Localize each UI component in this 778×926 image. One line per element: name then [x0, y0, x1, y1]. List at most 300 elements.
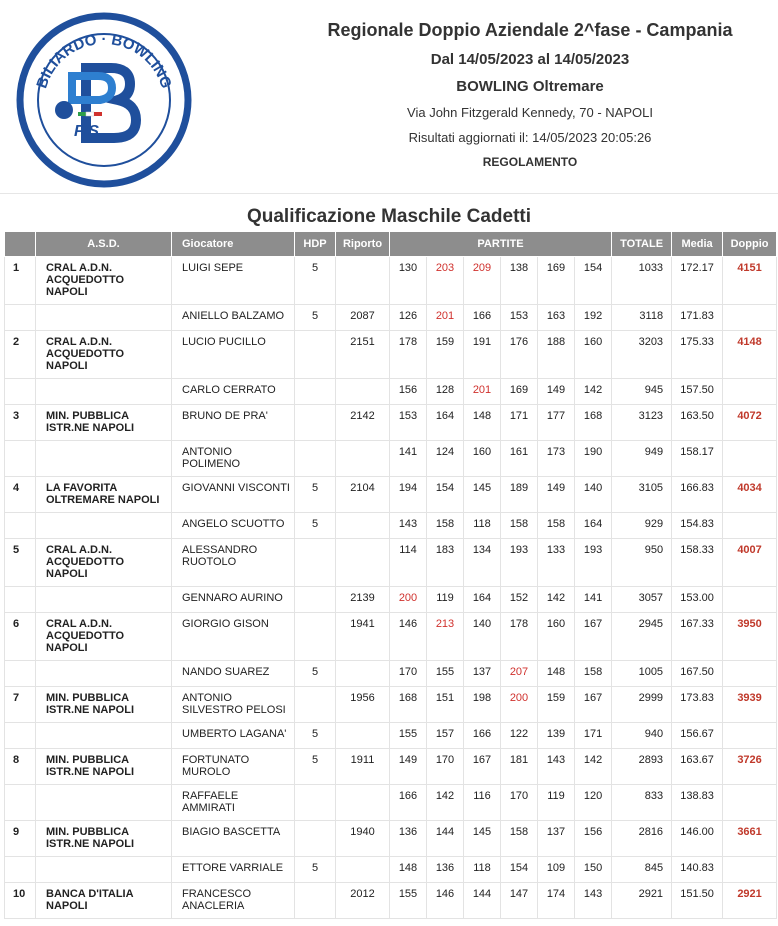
cell-game-score: 164	[575, 513, 612, 539]
cell-media: 166.83	[672, 477, 723, 513]
cell-game-score: 207	[501, 661, 538, 687]
cell-doppio	[723, 857, 777, 883]
cell-game-score: 133	[538, 539, 575, 587]
cell-media: 156.67	[672, 723, 723, 749]
cell-game-score: 116	[464, 785, 501, 821]
cell-player: UMBERTO LAGANA'	[172, 723, 295, 749]
cell-doppio	[723, 661, 777, 687]
cell-doppio	[723, 587, 777, 613]
cell-position	[5, 785, 36, 821]
cell-asd: MIN. PUBBLICA ISTR.NE NAPOLI	[36, 821, 172, 857]
cell-riporto	[336, 661, 390, 687]
cell-asd: BANCA D'ITALIA NAPOLI	[36, 883, 172, 919]
cell-game-score: 191	[464, 331, 501, 379]
cell-game-score: 147	[501, 883, 538, 919]
cell-riporto: 2142	[336, 405, 390, 441]
cell-media: 153.00	[672, 587, 723, 613]
cell-game-score: 213	[427, 613, 464, 661]
cell-game-score: 200	[501, 687, 538, 723]
cell-game-score: 124	[427, 441, 464, 477]
cell-game-score: 136	[390, 821, 427, 857]
cell-game-score: 190	[575, 441, 612, 477]
cell-game-score: 170	[501, 785, 538, 821]
table-row	[5, 305, 777, 331]
cell-hdp	[295, 405, 336, 441]
cell-game-score: 158	[575, 661, 612, 687]
table-row	[5, 405, 777, 441]
cell-hdp: 5	[295, 857, 336, 883]
cell-player: ANIELLO BALZAMO	[172, 305, 295, 331]
cell-media: 173.83	[672, 687, 723, 723]
cell-game-score: 120	[575, 785, 612, 821]
cell-game-score: 148	[464, 405, 501, 441]
cell-position: 1	[5, 257, 36, 305]
cell-media: 167.50	[672, 661, 723, 687]
cell-game-score: 146	[427, 883, 464, 919]
cell-game-score: 144	[464, 883, 501, 919]
cell-game-score: 155	[390, 723, 427, 749]
cell-game-score: 164	[427, 405, 464, 441]
cell-position: 3	[5, 405, 36, 441]
cell-position	[5, 513, 36, 539]
cell-riporto	[336, 539, 390, 587]
cell-total: 940	[612, 723, 672, 749]
cell-game-score: 156	[575, 821, 612, 857]
cell-game-score: 128	[427, 379, 464, 405]
cell-game-score: 122	[501, 723, 538, 749]
cell-game-score: 130	[390, 257, 427, 305]
cell-game-score: 209	[464, 257, 501, 305]
cell-game-score: 148	[538, 661, 575, 687]
cell-game-score: 109	[538, 857, 575, 883]
cell-game-score: 118	[464, 513, 501, 539]
cell-total: 3123	[612, 405, 672, 441]
cell-doppio	[723, 723, 777, 749]
cell-game-score: 134	[464, 539, 501, 587]
cell-riporto	[336, 723, 390, 749]
cell-position: 7	[5, 687, 36, 723]
cell-game-score: 154	[427, 477, 464, 513]
cell-game-score: 170	[390, 661, 427, 687]
cell-doppio: 4072	[723, 405, 777, 441]
cell-game-score: 168	[390, 687, 427, 723]
cell-total: 2816	[612, 821, 672, 857]
cell-player: ALESSANDRO RUOTOLO	[172, 539, 295, 587]
table-row	[5, 749, 777, 785]
cell-position: 10	[5, 883, 36, 919]
cell-total: 1005	[612, 661, 672, 687]
cell-position: 2	[5, 331, 36, 379]
cell-player: BRUNO DE PRA'	[172, 405, 295, 441]
event-dates: Dal 14/05/2023 al 14/05/2023	[430, 51, 630, 68]
cell-total: 1033	[612, 257, 672, 305]
cell-game-score: 198	[464, 687, 501, 723]
col-asd: A.S.D.	[36, 232, 172, 257]
fisb-logo	[16, 12, 192, 188]
event-title: Regionale Doppio Aziendale 2^fase - Campania	[327, 20, 733, 40]
table-row	[5, 331, 777, 379]
cell-position	[5, 723, 36, 749]
cell-game-score: 146	[390, 613, 427, 661]
cell-game-score: 149	[538, 379, 575, 405]
cell-game-score: 164	[464, 587, 501, 613]
table-row	[5, 613, 777, 661]
cell-game-score: 158	[538, 513, 575, 539]
cell-total: 3118	[612, 305, 672, 331]
cell-doppio: 4151	[723, 257, 777, 305]
cell-game-score: 156	[390, 379, 427, 405]
cell-media: 171.83	[672, 305, 723, 331]
cell-riporto	[336, 257, 390, 305]
cell-game-score: 119	[538, 785, 575, 821]
cell-asd: CRAL A.D.N. ACQUEDOTTO NAPOLI	[36, 331, 172, 379]
col-player: Giocatore	[172, 232, 295, 257]
cell-hdp	[295, 687, 336, 723]
cell-hdp	[295, 883, 336, 919]
table-row	[5, 379, 777, 405]
cell-hdp: 5	[295, 661, 336, 687]
cell-game-score: 160	[538, 613, 575, 661]
cell-game-score: 126	[390, 305, 427, 331]
cell-player: LUCIO PUCILLO	[172, 331, 295, 379]
cell-game-score: 143	[390, 513, 427, 539]
cell-media: 154.83	[672, 513, 723, 539]
cell-hdp	[295, 379, 336, 405]
cell-asd: CRAL A.D.N. ACQUEDOTTO NAPOLI	[36, 613, 172, 661]
cell-hdp	[295, 539, 336, 587]
cell-player: GENNARO AURINO	[172, 587, 295, 613]
report-header	[0, 0, 778, 195]
cell-player: ETTORE VARRIALE	[172, 857, 295, 883]
cell-game-score: 139	[538, 723, 575, 749]
cell-hdp	[295, 441, 336, 477]
cell-player: NANDO SUAREZ	[172, 661, 295, 687]
cell-game-score: 157	[427, 723, 464, 749]
cell-game-score: 137	[464, 661, 501, 687]
cell-game-score: 171	[575, 723, 612, 749]
cell-game-score: 158	[501, 821, 538, 857]
cell-game-score: 193	[575, 539, 612, 587]
cell-game-score: 174	[538, 883, 575, 919]
cell-game-score: 166	[464, 723, 501, 749]
cell-player: FRANCESCO ANACLERIA	[172, 883, 295, 919]
cell-game-score: 160	[575, 331, 612, 379]
cell-game-score: 143	[575, 883, 612, 919]
cell-hdp: 5	[295, 257, 336, 305]
cell-game-score: 169	[501, 379, 538, 405]
cell-game-score: 166	[390, 785, 427, 821]
cell-game-score: 169	[538, 257, 575, 305]
cell-media: 151.50	[672, 883, 723, 919]
table-row	[5, 821, 777, 857]
cell-hdp: 5	[295, 749, 336, 785]
cell-media: 146.00	[672, 821, 723, 857]
cell-riporto	[336, 441, 390, 477]
cell-hdp	[295, 587, 336, 613]
cell-doppio: 2921	[723, 883, 777, 919]
cell-doppio: 4034	[723, 477, 777, 513]
cell-game-score: 163	[538, 305, 575, 331]
cell-position	[5, 587, 36, 613]
cell-game-score: 159	[427, 331, 464, 379]
cell-doppio: 3950	[723, 613, 777, 661]
cell-game-score: 167	[575, 613, 612, 661]
cell-game-score: 144	[427, 821, 464, 857]
cell-game-score: 192	[575, 305, 612, 331]
table-row	[5, 857, 777, 883]
cell-asd	[36, 441, 172, 477]
cell-media: 157.50	[672, 379, 723, 405]
cell-game-score: 170	[427, 749, 464, 785]
table-row	[5, 513, 777, 539]
table-row	[5, 587, 777, 613]
cell-riporto: 2087	[336, 305, 390, 331]
cell-riporto	[336, 785, 390, 821]
cell-riporto	[336, 379, 390, 405]
col-totale: TOTALE	[612, 232, 672, 257]
cell-doppio	[723, 785, 777, 821]
table-row	[5, 687, 777, 723]
cell-game-score: 153	[390, 405, 427, 441]
cell-game-score: 151	[427, 687, 464, 723]
cell-player: FORTUNATO MUROLO	[172, 749, 295, 785]
cell-game-score: 159	[538, 687, 575, 723]
cell-game-score: 141	[575, 587, 612, 613]
col-hdp: HDP	[295, 232, 336, 257]
cell-media: 175.33	[672, 331, 723, 379]
cell-game-score: 143	[538, 749, 575, 785]
table-row	[5, 723, 777, 749]
cell-game-score: 177	[538, 405, 575, 441]
cell-riporto: 2151	[336, 331, 390, 379]
cell-riporto	[336, 857, 390, 883]
cell-doppio: 3661	[723, 821, 777, 857]
cell-total: 3105	[612, 477, 672, 513]
table-header-row	[5, 232, 777, 257]
cell-asd: LA FAVORITA OLTREMARE NAPOLI	[36, 477, 172, 513]
cell-media: 140.83	[672, 857, 723, 883]
cell-hdp	[295, 613, 336, 661]
cell-game-score: 142	[427, 785, 464, 821]
cell-asd: MIN. PUBBLICA ISTR.NE NAPOLI	[36, 687, 172, 723]
cell-hdp	[295, 331, 336, 379]
section-title: Qualificazione Maschile Cadetti	[246, 206, 532, 227]
cell-game-score: 142	[575, 749, 612, 785]
col-doppio: Doppio	[723, 232, 777, 257]
cell-asd	[36, 723, 172, 749]
cell-player: ANGELO SCUOTTO	[172, 513, 295, 539]
event-venue: BOWLING Oltremare	[456, 78, 604, 95]
col-media: Media	[672, 232, 723, 257]
cell-hdp: 5	[295, 477, 336, 513]
cell-game-score: 161	[501, 441, 538, 477]
col-partite: PARTITE	[390, 232, 612, 257]
cell-game-score: 150	[575, 857, 612, 883]
cell-media: 163.50	[672, 405, 723, 441]
cell-game-score: 193	[501, 539, 538, 587]
cell-game-score: 154	[501, 857, 538, 883]
cell-game-score: 148	[390, 857, 427, 883]
table-row	[5, 477, 777, 513]
cell-hdp	[295, 821, 336, 857]
cell-riporto: 1911	[336, 749, 390, 785]
cell-game-score: 201	[464, 379, 501, 405]
cell-position	[5, 441, 36, 477]
header-divider	[0, 193, 778, 194]
cell-game-score: 138	[501, 257, 538, 305]
cell-position	[5, 305, 36, 331]
table-row	[5, 257, 777, 305]
cell-game-score: 149	[390, 749, 427, 785]
cell-game-score: 155	[390, 883, 427, 919]
cell-media: 163.67	[672, 749, 723, 785]
cell-asd	[36, 305, 172, 331]
cell-hdp: 5	[295, 305, 336, 331]
cell-game-score: 167	[575, 687, 612, 723]
cell-game-score: 152	[501, 587, 538, 613]
cell-position: 8	[5, 749, 36, 785]
cell-game-score: 142	[538, 587, 575, 613]
cell-game-score: 160	[464, 441, 501, 477]
cell-media: 172.17	[672, 257, 723, 305]
cell-game-score: 119	[427, 587, 464, 613]
cell-game-score: 142	[575, 379, 612, 405]
cell-game-score: 149	[538, 477, 575, 513]
cell-player: RAFFAELE AMMIRATI	[172, 785, 295, 821]
cell-total: 945	[612, 379, 672, 405]
cell-riporto: 1956	[336, 687, 390, 723]
cell-doppio: 3939	[723, 687, 777, 723]
cell-total: 2945	[612, 613, 672, 661]
event-address: Via John Fitzgerald Kennedy, 70 - NAPOLI	[407, 105, 653, 120]
cell-game-score: 183	[427, 539, 464, 587]
cell-game-score: 145	[464, 477, 501, 513]
cell-player: CARLO CERRATO	[172, 379, 295, 405]
cell-game-score: 168	[575, 405, 612, 441]
table-row	[5, 883, 777, 919]
col-pos	[5, 232, 36, 257]
cell-game-score: 173	[538, 441, 575, 477]
cell-total: 3057	[612, 587, 672, 613]
cell-player: GIORGIO GISON	[172, 613, 295, 661]
cell-game-score: 189	[501, 477, 538, 513]
cell-asd	[36, 661, 172, 687]
cell-game-score: 118	[464, 857, 501, 883]
cell-position: 4	[5, 477, 36, 513]
cell-total: 2999	[612, 687, 672, 723]
cell-doppio: 4007	[723, 539, 777, 587]
logo-fis-text: FIS	[74, 123, 99, 140]
cell-game-score: 158	[427, 513, 464, 539]
cell-total: 950	[612, 539, 672, 587]
cell-position	[5, 661, 36, 687]
cell-game-score: 158	[501, 513, 538, 539]
table-row	[5, 785, 777, 821]
cell-doppio	[723, 305, 777, 331]
cell-hdp: 5	[295, 513, 336, 539]
cell-game-score: 167	[464, 749, 501, 785]
cell-asd: CRAL A.D.N. ACQUEDOTTO NAPOLI	[36, 539, 172, 587]
logo-arc-text: BILIARDO · BOWLING	[33, 30, 175, 91]
cell-game-score: 136	[427, 857, 464, 883]
cell-hdp: 5	[295, 723, 336, 749]
cell-game-score: 194	[390, 477, 427, 513]
results-table	[4, 231, 777, 919]
cell-hdp	[295, 785, 336, 821]
table-row	[5, 441, 777, 477]
cell-player: ANTONIO SILVESTRO PELOSI	[172, 687, 295, 723]
cell-asd: MIN. PUBBLICA ISTR.NE NAPOLI	[36, 405, 172, 441]
cell-game-score: 141	[390, 441, 427, 477]
cell-doppio	[723, 441, 777, 477]
cell-riporto: 1941	[336, 613, 390, 661]
cell-riporto	[336, 513, 390, 539]
cell-asd	[36, 513, 172, 539]
cell-game-score: 201	[427, 305, 464, 331]
table-row	[5, 539, 777, 587]
cell-total: 2893	[612, 749, 672, 785]
cell-game-score: 171	[501, 405, 538, 441]
cell-media: 167.33	[672, 613, 723, 661]
cell-game-score: 145	[464, 821, 501, 857]
cell-total: 833	[612, 785, 672, 821]
cell-game-score: 154	[575, 257, 612, 305]
cell-total: 2921	[612, 883, 672, 919]
cell-game-score: 137	[538, 821, 575, 857]
cell-media: 158.17	[672, 441, 723, 477]
results-updated: Risultati aggiornati il: 14/05/2023 20:05:26	[408, 130, 652, 145]
cell-media: 138.83	[672, 785, 723, 821]
cell-total: 3203	[612, 331, 672, 379]
cell-game-score: 114	[390, 539, 427, 587]
cell-total: 845	[612, 857, 672, 883]
cell-riporto: 2139	[336, 587, 390, 613]
cell-player: ANTONIO POLIMENO	[172, 441, 295, 477]
col-riporto: Riporto	[336, 232, 390, 257]
cell-game-score: 166	[464, 305, 501, 331]
cell-game-score: 153	[501, 305, 538, 331]
cell-position	[5, 857, 36, 883]
cell-total: 949	[612, 441, 672, 477]
cell-asd	[36, 857, 172, 883]
cell-riporto: 2104	[336, 477, 390, 513]
cell-doppio	[723, 513, 777, 539]
cell-game-score: 181	[501, 749, 538, 785]
cell-doppio: 3726	[723, 749, 777, 785]
regulation-link[interactable]: REGOLAMENTO	[482, 155, 578, 169]
table-row	[5, 661, 777, 687]
cell-player: GIOVANNI VISCONTI	[172, 477, 295, 513]
cell-player: BIAGIO BASCETTA	[172, 821, 295, 857]
cell-asd	[36, 379, 172, 405]
cell-asd	[36, 785, 172, 821]
cell-game-score: 140	[464, 613, 501, 661]
cell-riporto: 1940	[336, 821, 390, 857]
cell-game-score: 203	[427, 257, 464, 305]
cell-media: 158.33	[672, 539, 723, 587]
cell-doppio	[723, 379, 777, 405]
cell-game-score: 178	[390, 331, 427, 379]
cell-game-score: 155	[427, 661, 464, 687]
cell-position: 6	[5, 613, 36, 661]
cell-game-score: 178	[501, 613, 538, 661]
cell-game-score: 176	[501, 331, 538, 379]
cell-position: 9	[5, 821, 36, 857]
cell-position: 5	[5, 539, 36, 587]
cell-position	[5, 379, 36, 405]
cell-riporto: 2012	[336, 883, 390, 919]
cell-asd	[36, 587, 172, 613]
